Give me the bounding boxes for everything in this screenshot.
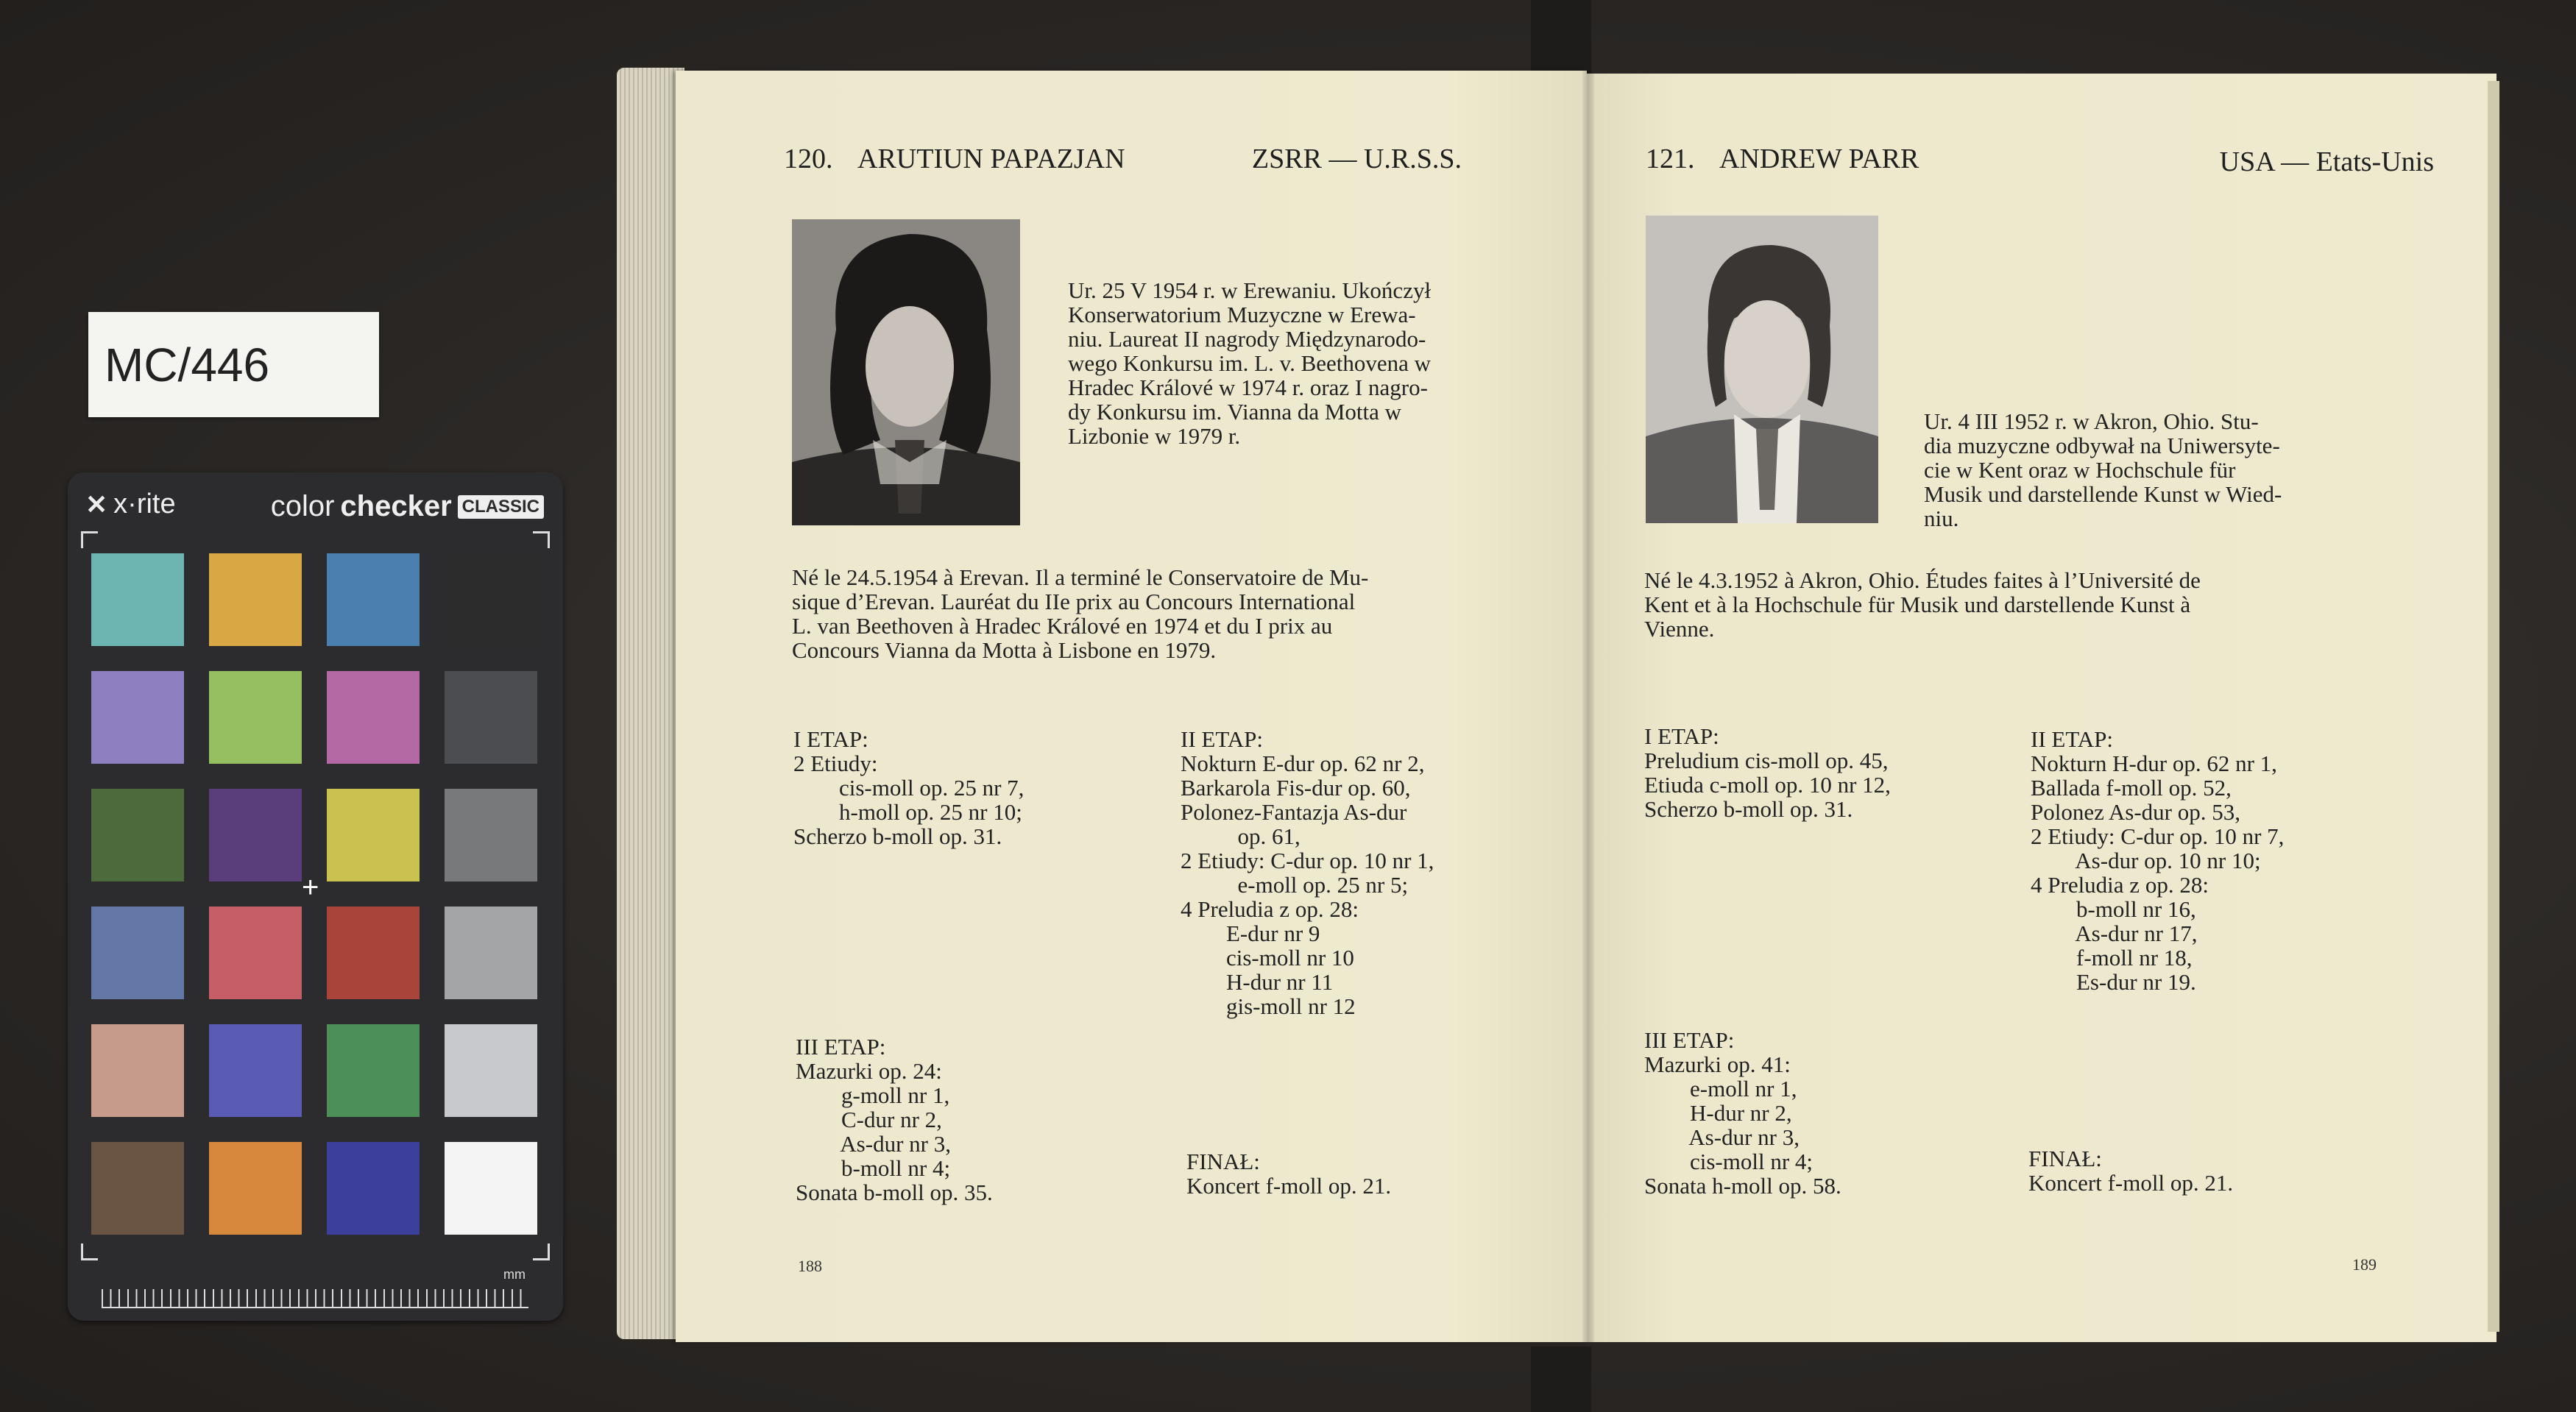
archive-label-text: MC/446 — [105, 338, 270, 391]
left-entry-name: ARUTIUN PAPAZJAN — [857, 143, 1125, 174]
color-patch — [91, 553, 184, 646]
xrite-brand-text: x·rite — [113, 489, 176, 519]
ruler-unit: mm — [503, 1267, 526, 1282]
portrait-photo-parr — [1646, 216, 1878, 523]
book-back-cover-edge — [2488, 81, 2499, 1332]
color-patch — [445, 1024, 537, 1117]
color-patch — [327, 1142, 420, 1235]
color-patch — [91, 907, 184, 999]
color-patch — [327, 789, 420, 881]
color-patch — [445, 907, 537, 999]
right-entry-name: ANDREW PARR — [1719, 143, 1919, 174]
right-stage-1: I ETAP: Preludium cis-moll op. 45, Etiuda c-moll op. 10 nr 12, Scherzo b-moll op. 31. — [1644, 723, 1891, 822]
left-page-number: 188 — [798, 1257, 822, 1275]
color-patch — [327, 553, 420, 646]
color-patch — [91, 789, 184, 881]
left-entry-country: ZSRR — U.R.S.S. — [1251, 143, 1462, 174]
book-gutter — [1582, 71, 1594, 1342]
xrite-logo — [85, 489, 176, 520]
left-final: FINAŁ: Koncert f-moll op. 21. — [1186, 1149, 1392, 1199]
left-stage-2: II ETAP: Nokturn E-dur op. 62 nr 2, Barkarola Fis-dur op. 60, Polonez-Fantazja As-dur op. 61, 2 Etiudy: C-dur op. 10 nr 1, e-moll op. 25 nr 5; 4 Preludia z op. 28: E-dur nr 9 cis-moll nr 10 H-dur nr 11 gis-moll nr 12 — [1181, 726, 1434, 1019]
crop-corner-tr — [533, 531, 550, 548]
color-patch — [91, 1142, 184, 1235]
color-patch — [445, 553, 537, 646]
color-patch — [209, 553, 302, 646]
xrite-mark-icon: ✕ — [85, 489, 108, 519]
portrait-photo-papazjan — [792, 219, 1020, 525]
left-entry-number: 120. — [784, 143, 833, 174]
colorchecker-logo — [271, 490, 544, 523]
color-patch — [445, 789, 537, 881]
color-patch — [209, 1142, 302, 1235]
color-patch — [209, 789, 302, 881]
right-stage-2: II ETAP: Nokturn H-dur op. 62 nr 1, Ballada f-moll op. 52, Polonez As-dur op. 53, 2 Etiudy: C-dur op. 10 nr 7, As-dur op. 10 nr 10; 4 Preludia z op. 28: b-moll nr 16, As-dur nr 17, f-moll nr 18, Es-dur nr 19. — [2031, 726, 2285, 995]
crop-corner-tl — [81, 531, 98, 548]
product-name-bold: checker — [340, 490, 452, 522]
bookmark-ribbon-bottom — [1531, 1347, 1591, 1412]
color-patch — [209, 1024, 302, 1117]
bookmark-ribbon-top — [1531, 0, 1591, 77]
product-name-light: color — [270, 490, 335, 522]
right-page-number: 189 — [2352, 1255, 2377, 1274]
book-page-edges — [617, 68, 684, 1339]
crop-corner-br — [533, 1244, 550, 1260]
color-patch — [445, 1142, 537, 1235]
left-page — [676, 71, 1587, 1342]
left-stage-1: I ETAP: 2 Etiudy: cis-moll op. 25 nr 7, h-moll op. 25 nr 10; Scherzo b-moll op. 31. — [793, 726, 1025, 849]
center-crosshair-icon: + — [302, 871, 319, 904]
color-patch — [327, 671, 420, 764]
color-patch — [209, 671, 302, 764]
mm-ruler — [102, 1289, 528, 1308]
archive-label — [88, 312, 379, 417]
color-checker-card — [68, 472, 563, 1321]
left-bio-polish: Ur. 25 V 1954 r. w Erewaniu. Ukończył Konserwatorium Muzyczne w Erewa- niu. Laureat II nagrody Międzynarodo- wego Konkursu im. L. v. Beethovena w Hradec Králové w 1974 r. oraz I nagro- dy Konkursu im. Vianna da Motta w Lizbonie w 1979 r. — [1068, 277, 1432, 449]
left-stage-3: III ETAP: Mazurki op. 24: g-moll nr 1, C-dur nr 2, As-dur nr 3, b-moll nr 4; Sonata b-moll op. 35. — [796, 1034, 993, 1205]
right-page — [1587, 74, 2497, 1342]
color-patch — [91, 671, 184, 764]
color-patch — [327, 907, 420, 999]
right-final: FINAŁ: Koncert f-moll op. 21. — [2028, 1146, 2234, 1196]
right-entry-number: 121. — [1646, 143, 1695, 174]
edition-badge: CLASSIC — [458, 495, 544, 519]
color-patch — [327, 1024, 420, 1117]
crop-corner-bl — [81, 1244, 98, 1260]
right-entry-country: USA — Etats-Unis — [2219, 146, 2434, 177]
right-stage-3: III ETAP: Mazurki op. 41: e-moll nr 1, H-dur nr 2, As-dur nr 3, cis-moll nr 4; Sonata h-moll op. 58. — [1644, 1027, 1841, 1199]
left-bio-french: Né le 24.5.1954 à Erevan. Il a terminé le Conservatoire de Mu- sique d’Erevan. Lauréat du IIe prix au Concours International L. van Beethoven à Hradec Králové en 1974 et du I prix au Concours Vianna da Motta à Lisbone en 1979. — [792, 564, 1369, 663]
color-patch — [91, 1024, 184, 1117]
color-patch — [209, 907, 302, 999]
color-patch — [445, 671, 537, 764]
right-bio-french: Né le 4.3.1952 à Akron, Ohio. Études faites à l’Université de Kent et à la Hochschule für Musik und darstellende Kunst à Vienne. — [1644, 567, 2201, 642]
right-bio-polish: Ur. 4 III 1952 r. w Akron, Ohio. Stu- dia muzyczne odbywał na Uniwersyte- cie w Kent oraz w Hochschule für Musik und darstellende Kunst w Wied- niu. — [1924, 408, 2282, 531]
